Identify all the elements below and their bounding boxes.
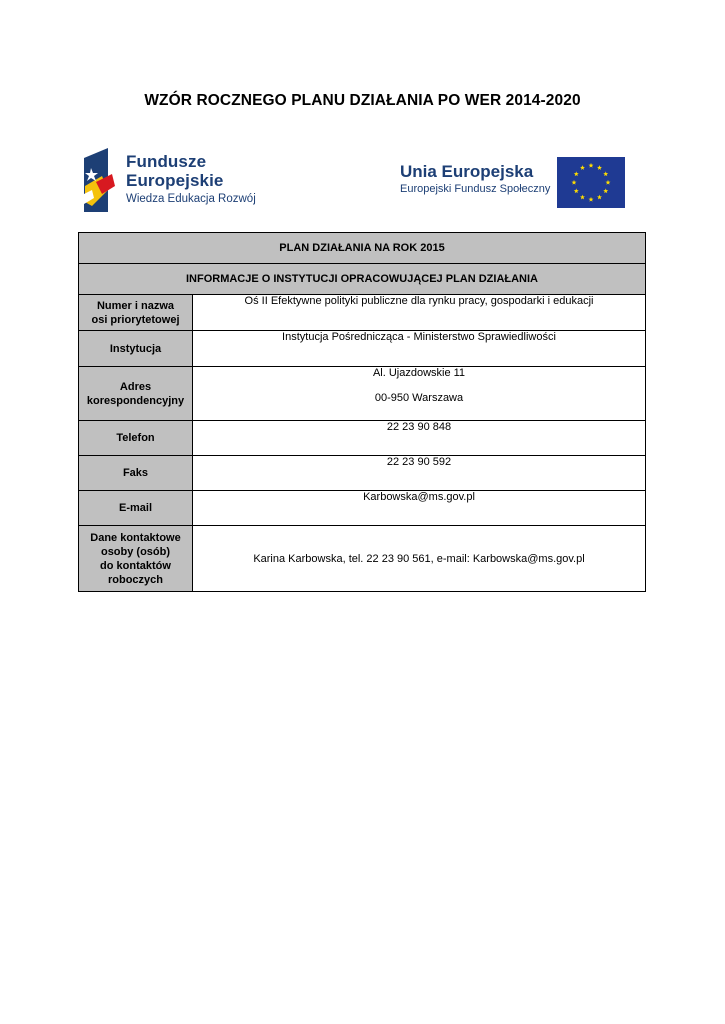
table-row bbox=[79, 526, 646, 592]
table-row bbox=[79, 456, 646, 491]
ue-logo-text bbox=[400, 161, 550, 196]
fe-logo-tagline: Wiedza Edukacja Rozwój bbox=[126, 193, 256, 205]
institution-label: Instytucja bbox=[79, 331, 193, 367]
table-row bbox=[79, 331, 646, 367]
address-city: 00-950 Warszawa bbox=[374, 392, 464, 404]
fax-value: 22 23 90 592 bbox=[193, 456, 646, 491]
plan-table bbox=[78, 232, 646, 592]
table-row bbox=[79, 491, 646, 526]
table-header-row bbox=[79, 233, 646, 264]
phone-label: Telefon bbox=[79, 421, 193, 456]
eu-flag-icon bbox=[557, 157, 625, 208]
email-value: Karbowska@ms.gov.pl bbox=[193, 491, 646, 526]
address-street: Al. Ujazdowskie 11 bbox=[372, 367, 466, 379]
table-header-row bbox=[79, 264, 646, 295]
institution-value: Instytucja Pośrednicząca - Ministerstwo Sprawiedliwości bbox=[193, 331, 646, 367]
priority-axis-value: Oś II Efektywne polityki publiczne dla rynku pracy, gospodarki i edukacji bbox=[193, 295, 646, 331]
plan-year-header: PLAN DZIAŁANIA NA ROK 2015 bbox=[79, 233, 646, 264]
institution-info-header: INFORMACJE O INSTYTUCJI OPRACOWUJĄCEJ PLAN DZIAŁANIA bbox=[79, 264, 646, 295]
address-label: Adres korespondencyjny bbox=[79, 367, 193, 421]
document-title: WZÓR ROCZNEGO PLANU DZIAŁANIA PO WER 2014-2020 bbox=[144, 92, 581, 109]
fax-label: Faks bbox=[79, 456, 193, 491]
fe-logo-line2: Europejskie bbox=[126, 171, 224, 190]
contact-value: Karina Karbowska, tel. 22 23 90 561, e-mail: Karbowska@ms.gov.pl bbox=[193, 526, 646, 592]
table-row bbox=[79, 295, 646, 331]
priority-axis-label: Numer i nazwa osi priorytetowej bbox=[79, 295, 193, 331]
ue-logo-line1: Unia Europejska bbox=[400, 162, 534, 181]
fe-emblem-icon bbox=[82, 146, 118, 214]
address-value bbox=[193, 367, 646, 421]
table-row bbox=[79, 367, 646, 421]
fe-logo-line1: Fundusze bbox=[126, 152, 207, 171]
logo-bar bbox=[82, 146, 627, 214]
email-label: E-mail bbox=[79, 491, 193, 526]
ue-logo-line2: Europejski Fundusz Społeczny bbox=[400, 183, 551, 195]
phone-value: 22 23 90 848 bbox=[193, 421, 646, 456]
contact-label: Dane kontaktowe osoby (osób) do kontaktów roboczych bbox=[79, 526, 193, 592]
fundusze-europejskie-logo bbox=[82, 146, 256, 214]
table-row bbox=[79, 421, 646, 456]
